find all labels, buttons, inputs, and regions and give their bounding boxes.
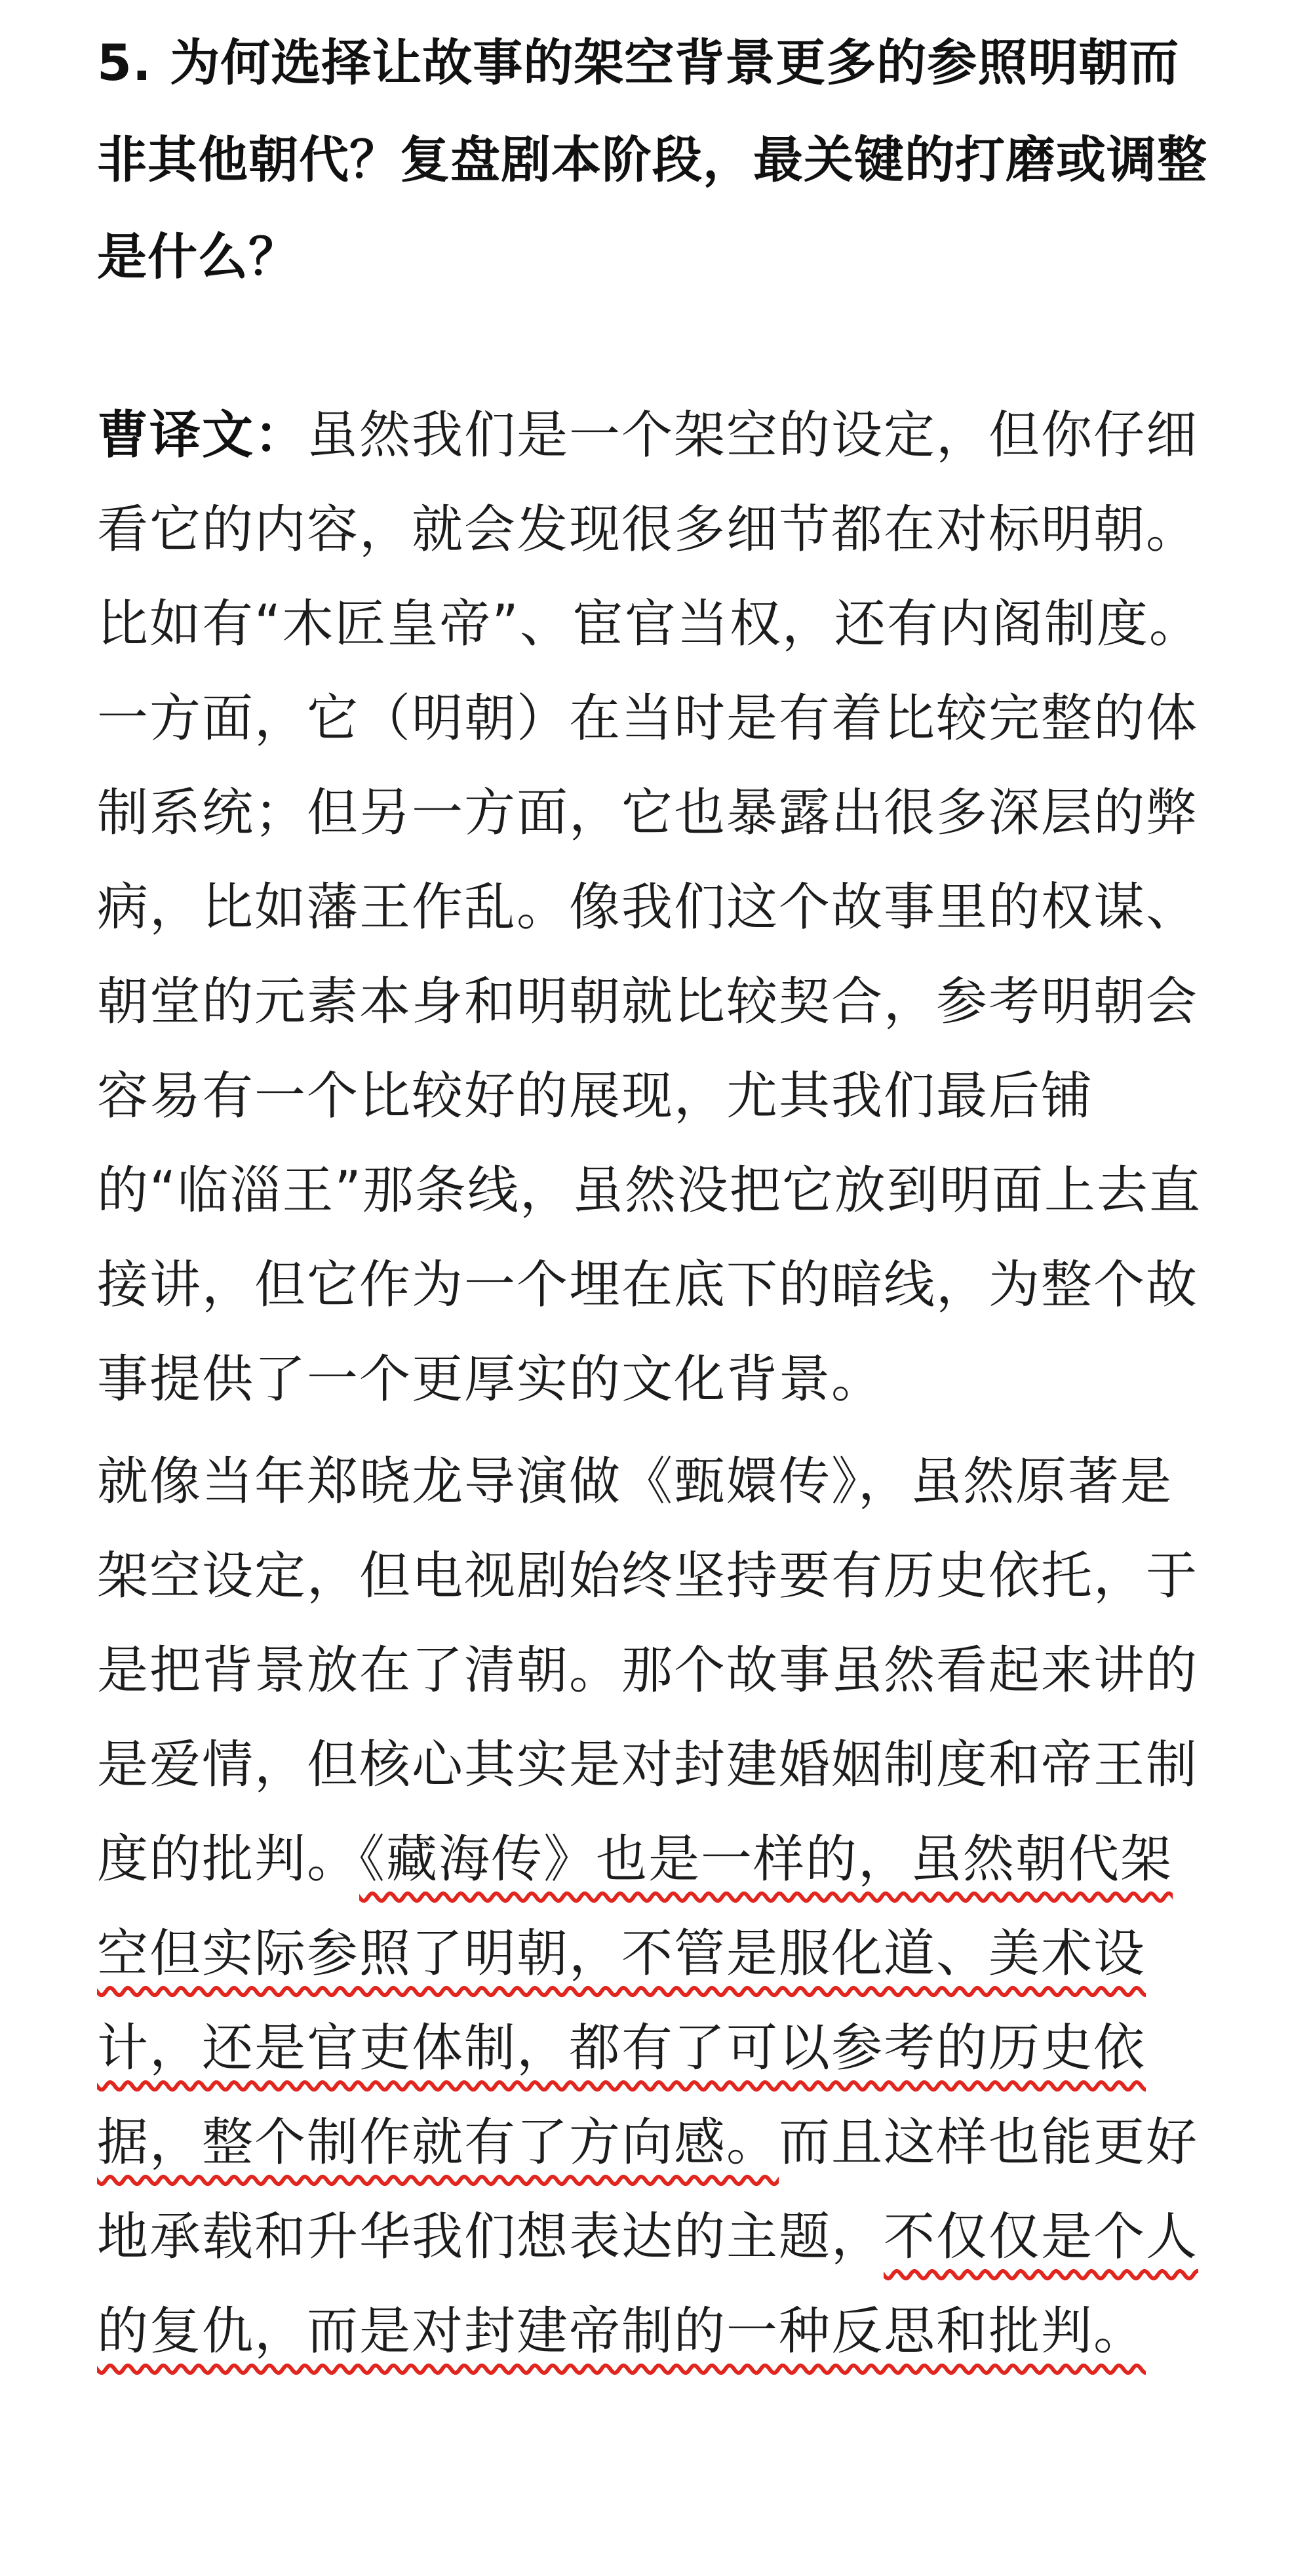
answer-paragraph-2 (97, 1435, 1224, 2379)
wavy-underlined-passage-1: 《藏海传》也是一样的，虽然朝代架空但实际参照了明朝，不管是服化道、美术设计，还是官吏体制，都有了可以参考的历史依据，整个制作就有了方向感。 (97, 1830, 1173, 2172)
interview-question: 5. 为何选择让故事的架空背景更多的参照明朝而非其他朝代？复盘剧本阶段，最关键的打磨或调整是什么？ (97, 33, 1207, 286)
interview-answer (97, 388, 1224, 2379)
wavy-underlined-passage-2: 不仅仅是个人的复仇，而是对封建帝制的一种反思和批判。 (97, 2208, 1199, 2361)
answer-paragraph-1-text: 虽然我们是一个架空的设定，但你仔细看它的内容，就会发现很多细节都在对标明朝。比如有“木匠皇帝”、宦官当权，还有内阁制度。一方面，它（明朝）在当时是有着比较完整的体制系统；但另一方面，它也暴露出很多深层的弊病，比如藩王作乱。像我们这个故事里的权谋、朝堂的元素本身和明朝就比较契合，参考明朝会容易有一个比较好的展现，尤其我们最后铺的“临淄王”那条线，虽然没把它放到明面上去直接讲，但它作为一个埋在底下的暗线，为整个故事提供了一个更厚实的文化背景。 (97, 406, 1202, 1409)
answer-paragraph-2-mid: 而且这样也能更好地承载和升华我们想表达的主题， (97, 2113, 1199, 2267)
answer-paragraph-2-text: 就像当年郑晓龙导演做《甄嬛传》，虽然原著是架空设定，但电视剧始终坚持要有历史依托，于是把背景放在了清朝。那个故事虽然看起来讲的是爱情，但核心其实是对封建婚姻制度和帝王制度的批判。 (97, 1452, 1199, 1889)
answer-paragraph-1 (97, 388, 1224, 1427)
speaker-name: 曹译文： (97, 406, 307, 465)
